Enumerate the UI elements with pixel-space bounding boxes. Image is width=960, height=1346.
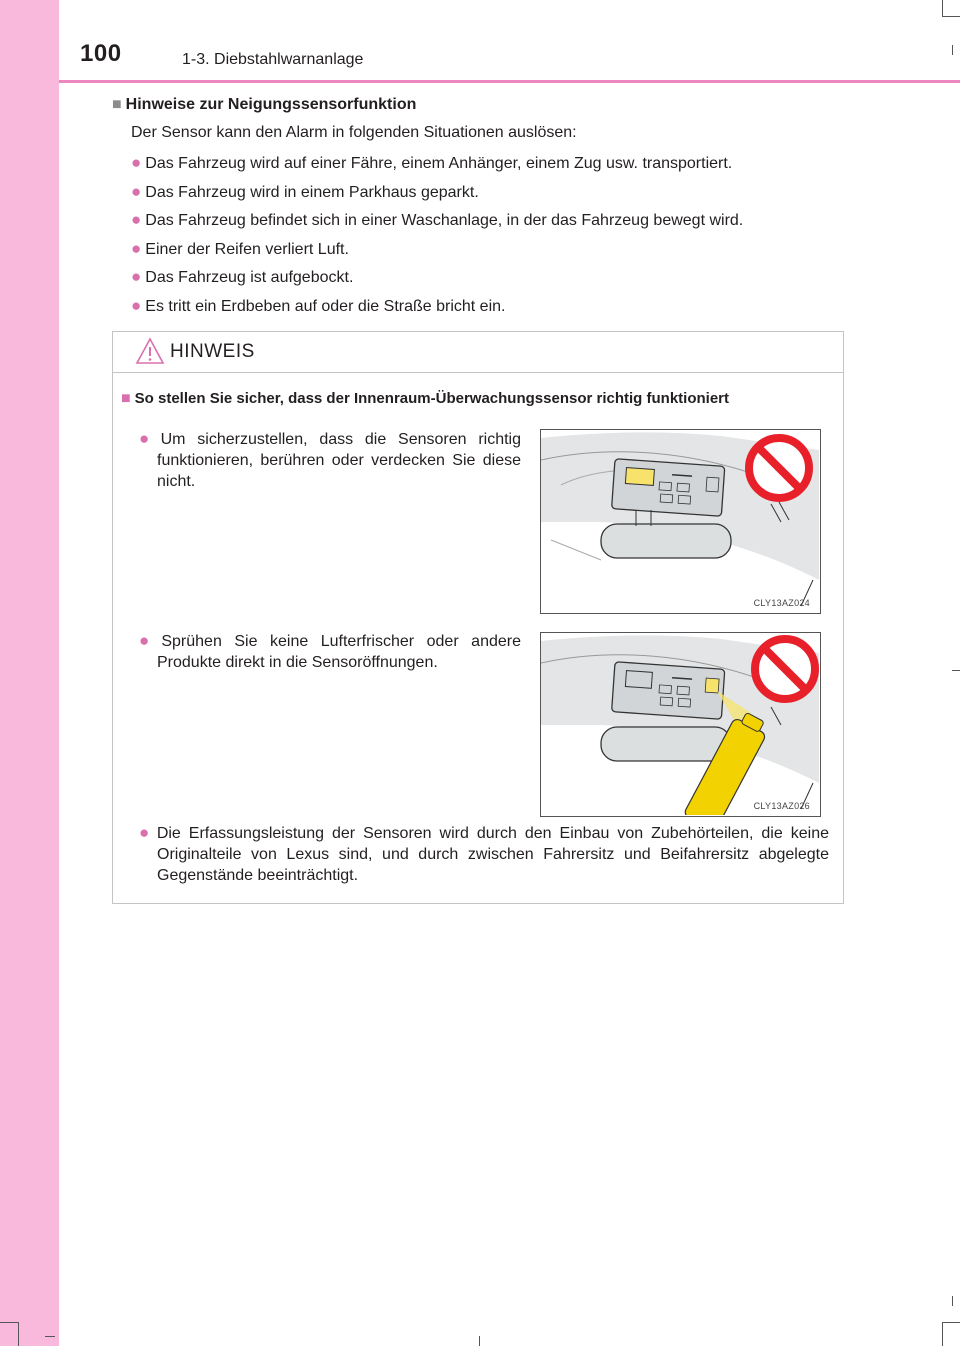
section-heading-text: Hinweise zur Neigungssensorfunktion [125, 96, 417, 113]
header-rule [59, 80, 960, 83]
figure-code: CLY13AZ024 [753, 598, 810, 608]
crop-mark [18, 1322, 19, 1346]
list-item-text: Das Fahrzeug wird auf einer Fähre, einem Anhänger, einem Zug usw. transportiert. [145, 155, 733, 172]
list-item-text: Das Fahrzeug wird in einem Parkhaus geparkt. [145, 183, 479, 201]
notice-item-text: Die Erfassungsleistung der Sensoren wird durch den Einbau von Zubehörteilen, die keine Originalteile von Lexus sind, und durch zwischen Fahrersitz und Beifahrersitz abgelegte Gegenstände beeinträchtigt. [156, 825, 829, 884]
crop-mark [952, 670, 960, 671]
chapter-title: 1-3. Diebstahlwarnanlage [182, 51, 364, 68]
list-item [131, 265, 743, 294]
list-item-text: Das Fahrzeug befindet sich in einer Waschanlage, in der das Fahrzeug bewegt wird. [145, 212, 744, 229]
bullet-dot-icon: ● [131, 267, 142, 286]
illustration-overhead-console-spray [540, 632, 821, 817]
list-item [131, 208, 743, 237]
bullet-dot-icon: ● [131, 210, 142, 229]
notice-heading [121, 390, 729, 408]
list-item [131, 151, 743, 180]
crop-mark [952, 45, 953, 55]
side-color-strip [0, 0, 59, 1346]
bullet-dot-icon: ● [139, 429, 157, 448]
notice-title: HINWEIS [170, 341, 255, 362]
illustration-overhead-console-touch [540, 429, 821, 614]
crop-mark [942, 0, 943, 16]
bullet-list [131, 151, 743, 322]
intro-text: Der Sensor kann den Alarm in folgenden Situationen auslösen: [131, 124, 577, 141]
list-item [131, 237, 743, 266]
bullet-dot-icon: ● [139, 823, 153, 842]
crop-mark [942, 16, 960, 17]
bullet-dot-icon: ● [131, 181, 142, 201]
square-bullet-icon: ■ [112, 96, 122, 113]
list-item-text: Es tritt ein Erdbeben auf oder die Straße bricht ein. [145, 297, 506, 315]
notice-item [139, 822, 829, 886]
notice-item [139, 630, 521, 673]
list-item [131, 180, 743, 209]
list-item-text: Einer der Reifen verliert Luft. [145, 240, 349, 258]
prohibition-icon [749, 438, 809, 498]
notice-heading-text: So stellen Sie sicher, dass der Innenraum-Überwachungssensor richtig funktioniert [134, 390, 729, 407]
notice-item-text: Sprühen Sie keine Lufterfrischer oder andere Produkte direkt in die Sensoröffnungen. [157, 633, 521, 671]
prohibition-icon [755, 639, 815, 699]
crop-mark [952, 1296, 953, 1306]
bullet-dot-icon: ● [139, 631, 158, 650]
notice-item [139, 428, 521, 492]
crop-mark [942, 1322, 960, 1323]
notice-box [112, 331, 844, 904]
list-item-text: Das Fahrzeug ist aufgebockt. [145, 269, 354, 286]
square-bullet-icon: ■ [121, 390, 131, 407]
section-heading [112, 96, 416, 114]
page-number: 100 [80, 40, 122, 67]
figure-code: CLY13AZ026 [753, 801, 810, 811]
notice-header [113, 332, 843, 373]
notice-item-text: Um sicherzustellen, dass die Sensoren richtig funktionieren, berühren oder verdecken Sie diese nicht. [157, 431, 521, 490]
crop-mark [479, 1336, 480, 1346]
overhead-console-illustration [541, 430, 819, 612]
bullet-dot-icon: ● [131, 238, 142, 258]
crop-mark [0, 1322, 18, 1323]
crop-mark [942, 1322, 943, 1346]
crop-mark [45, 1336, 55, 1337]
bullet-dot-icon: ● [131, 153, 142, 172]
spray-can-illustration [541, 633, 819, 815]
list-item [131, 294, 743, 323]
bullet-dot-icon: ● [131, 295, 142, 315]
warning-triangle-icon [135, 337, 165, 365]
